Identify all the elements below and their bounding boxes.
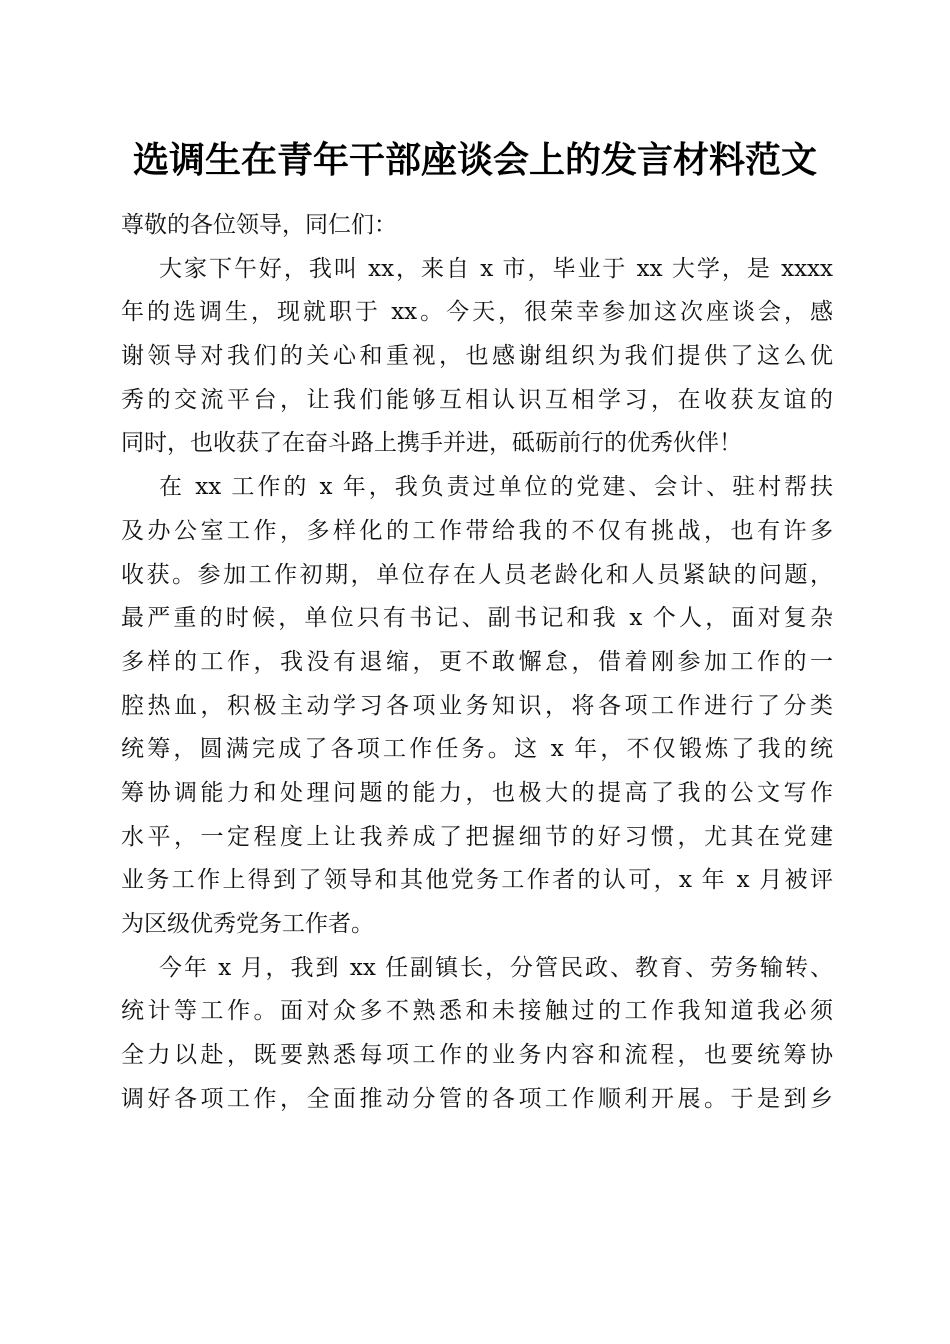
paragraph-line: 谢领导对我们的关心和重视，也感谢组织为我们提供了这么优 bbox=[121, 343, 833, 370]
paragraph-line: 水平，一定程度上让我养成了把握细节的好习惯，尤其在党建 bbox=[121, 823, 833, 850]
document-body bbox=[121, 204, 833, 1121]
paragraph-line: 统计等工作。面对众多不熟悉和未接触过的工作我知道我必须 bbox=[121, 998, 833, 1025]
paragraph-line: 秀的交流平台，让我们能够互相认识互相学习，在收获友谊的 bbox=[121, 386, 833, 413]
paragraph-line: 为区级优秀党务工作者。 bbox=[121, 911, 374, 937]
paragraph-line: 调好各项工作，全面推动分管的各项工作顺利开展。于是到乡 bbox=[121, 1085, 833, 1112]
paragraph-line: 统筹，圆满完成了各项工作任务。这 x 年，不仅锻炼了我的统 bbox=[121, 736, 833, 763]
paragraph-line: 多样的工作，我没有退缩，更不敢懈怠，借着刚参加工作的一 bbox=[121, 648, 833, 675]
paragraph-line: 今年 x 月，我到 xx 任副镇长，分管民政、教育、劳务输转、 bbox=[159, 954, 833, 981]
salutation: 尊敬的各位领导，同仁们： bbox=[121, 212, 397, 238]
document-title: 选调生在青年干部座谈会上的发言材料范文 bbox=[132, 139, 817, 181]
paragraph-line: 在 xx 工作的 x 年，我负责过单位的党建、会计、驻村帮扶 bbox=[159, 474, 833, 501]
paragraph-line: 业务工作上得到了领导和其他党务工作者的认可，x 年 x 月被评 bbox=[121, 867, 833, 894]
paragraph-line: 全力以赴，既要熟悉每项工作的业务内容和流程，也要统筹协 bbox=[121, 1042, 833, 1069]
paragraph-1 bbox=[121, 248, 833, 466]
paragraph-3 bbox=[121, 947, 833, 1122]
paragraph-line: 同时，也收获了在奋斗路上携手并进，砥砺前行的优秀伙伴！ bbox=[121, 430, 742, 457]
paragraph-line: 及办公室工作，多样化的工作带给我的不仅有挑战，也有许多 bbox=[121, 517, 833, 544]
paragraph-line: 最严重的时候，单位只有书记、副书记和我 x 个人，面对复杂 bbox=[121, 605, 833, 632]
paragraph-line: 年的选调生，现就职于 xx。今天，很荣幸参加这次座谈会，感 bbox=[121, 299, 833, 326]
paragraph-line: 筹协调能力和处理问题的能力，也极大的提高了我的公文写作 bbox=[121, 779, 833, 806]
paragraph-line: 腔热血，积极主动学习各项业务知识，将各项工作进行了分类 bbox=[121, 692, 833, 719]
paragraph-2 bbox=[121, 466, 833, 947]
paragraph-line: 收获。参加工作初期，单位存在人员老龄化和人员紧缺的问题， bbox=[121, 561, 833, 588]
paragraph-line: 大家下午好，我叫 xx，来自 x 市，毕业于 xx 大学，是 xxxx bbox=[159, 255, 833, 282]
